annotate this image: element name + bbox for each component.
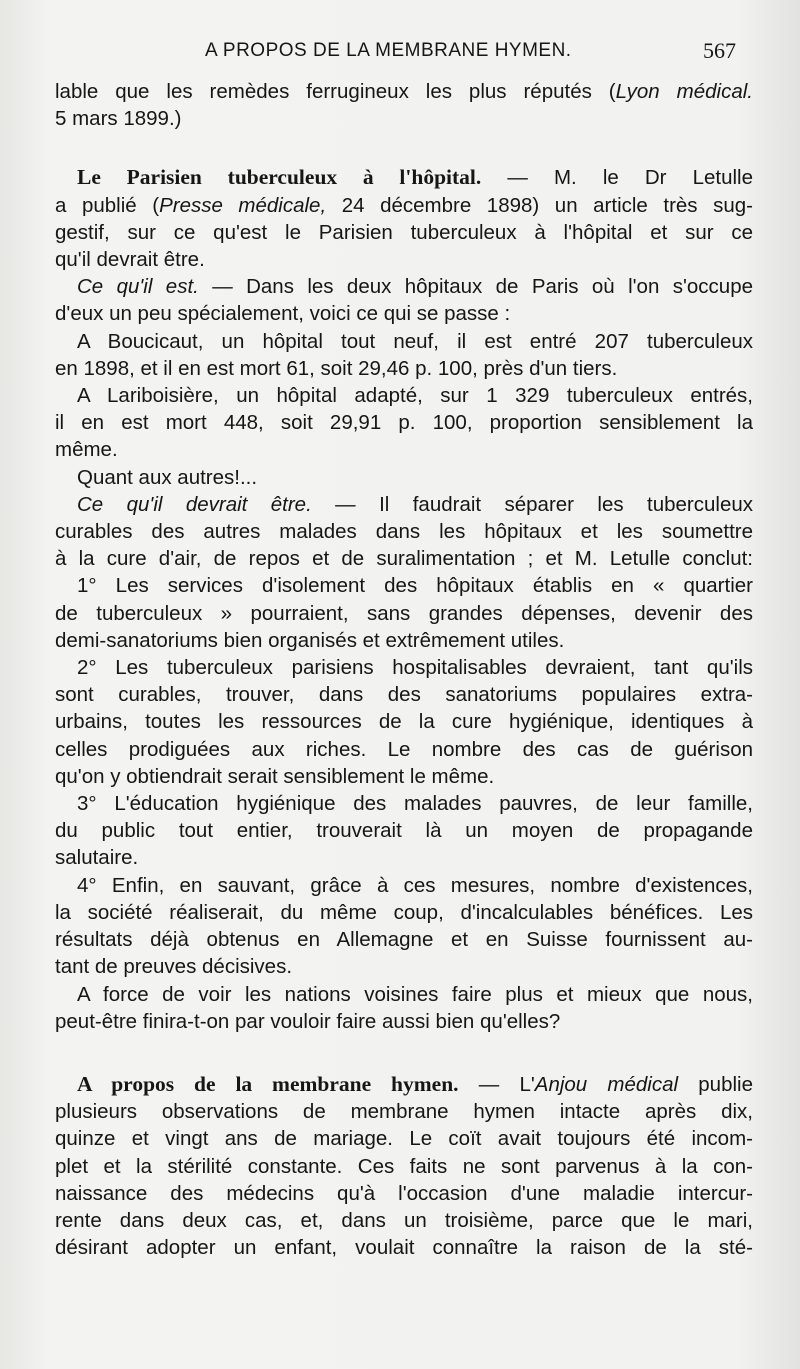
- text-line: gestif, sur ce qu'est le Parisien tuberculeux à l'hôpital et sur ce: [55, 220, 753, 244]
- text-line: qu'on y obtiendrait serait sensiblement le même.: [55, 764, 495, 788]
- text-line: 5 mars 1899.): [55, 107, 182, 131]
- text-line: sont curables, trouver, dans des sanatoriums populaires extra-: [55, 683, 753, 707]
- text-line: celles prodiguées aux riches. Le nombre des cas de guérison: [55, 737, 753, 761]
- text-line: rente dans deux cas, et, dans un troisième, parce que le mari,: [55, 1208, 753, 1232]
- running-head: [0, 36, 800, 72]
- text-line: résultats déjà obtenus en Allemagne et en Suisse fournissent au-: [55, 928, 753, 952]
- text-line: A force de voir les nations voisines faire plus et mieux que nous,: [77, 982, 753, 1006]
- text-line: de tuberculeux » pourraient, sans grandes dépenses, devenir des: [55, 601, 753, 625]
- section-heading-parisien: Le Parisien tuberculeux à l'hôpital. — M. le Dr Letulle: [77, 165, 753, 190]
- running-title: A PROPOS DE LA MEMBRANE HYMEN.: [205, 40, 572, 61]
- section-heading-hymen: A propos de la membrane hymen. — L'Anjou médical publie: [77, 1071, 753, 1096]
- text-line: 4° Enfin, en sauvant, grâce à ces mesures, nombre d'existences,: [77, 873, 753, 897]
- text-line: Ce qu'il est. — Dans les deux hôpitaux de Paris où l'on s'occupe: [77, 275, 754, 299]
- text-line: du public tout entier, trouverait là un moyen de propagande: [55, 819, 753, 843]
- text-line: quinze et vingt ans de mariage. Le coït avait toujours été incom-: [55, 1127, 753, 1151]
- text-line: 3° L'éducation hygiénique des malades pauvres, de leur famille,: [77, 792, 753, 816]
- text-line: en 1898, et il en est mort 61, soit 29,46 p. 100, près d'un tiers.: [55, 356, 618, 380]
- text-line: A Lariboisière, un hôpital adapté, sur 1 329 tuberculeux entrés,: [77, 384, 753, 408]
- text-line: à la cure d'air, de repos et de suralimentation ; et M. Letulle conclut:: [55, 547, 753, 571]
- section-spacer: [55, 1035, 753, 1071]
- text-line: a publié (Presse médicale, 24 décembre 1898) un article très sug-: [55, 193, 753, 217]
- text-line: urbains, toutes les ressources de la cure hygiénique, identiques à: [55, 710, 753, 734]
- text-line: lable que les remèdes ferrugineux les plus réputés (Lyon médical.: [55, 80, 753, 103]
- text-line: demi-sanatoriums bien organisés et extrêmement utiles.: [55, 628, 565, 652]
- text-line: qu'il devrait être.: [55, 248, 205, 272]
- text-line: naissance des médecins qu'à l'occasion d'une maladie intercur-: [55, 1181, 753, 1205]
- body-text: [55, 78, 753, 1261]
- text-line: tant de preuves décisives.: [55, 955, 293, 979]
- section-title: A propos de la membrane hymen.: [77, 1071, 459, 1096]
- text-line: A Boucicaut, un hôpital tout neuf, il est entré 207 tuberculeux: [77, 329, 753, 353]
- text-line: 2° Les tuberculeux parisiens hospitalisables devraient, tant qu'ils: [77, 656, 753, 680]
- text-line: même.: [55, 438, 118, 462]
- text-line: plet et la stérilité constante. Ces faits ne sont parvenus à la con-: [55, 1154, 753, 1178]
- section-spacer: [55, 132, 753, 164]
- text-line: il en est mort 448, soit 29,91 p. 100, proportion sensiblement la: [55, 411, 753, 435]
- text-line: plusieurs observations de membrane hymen intacte après dix,: [55, 1100, 753, 1124]
- text-line: Ce qu'il devrait être. — Il faudrait séparer les tuberculeux: [77, 492, 753, 516]
- text-line: 1° Les services d'isolement des hôpitaux établis en « quartier: [77, 574, 753, 598]
- section-title: Le Parisien tuberculeux à l'hôpital.: [77, 165, 482, 190]
- text-line: salutaire.: [55, 846, 139, 870]
- page-number: 567: [703, 38, 736, 63]
- text-line: la société réaliserait, du même coup, d'incalculables bénéfices. Les: [55, 900, 753, 924]
- text-line: peut-être finira-t-on par vouloir faire aussi bien qu'elles?: [55, 1009, 561, 1033]
- text-line: Quant aux autres!...: [77, 465, 258, 489]
- text-line: d'eux un peu spécialement, voici ce qui se passe :: [55, 302, 511, 326]
- text-line: désirant adopter un enfant, voulait connaître la raison de la sté-: [55, 1236, 753, 1260]
- text-line: curables des autres malades dans les hôpitaux et les soumettre: [55, 520, 753, 544]
